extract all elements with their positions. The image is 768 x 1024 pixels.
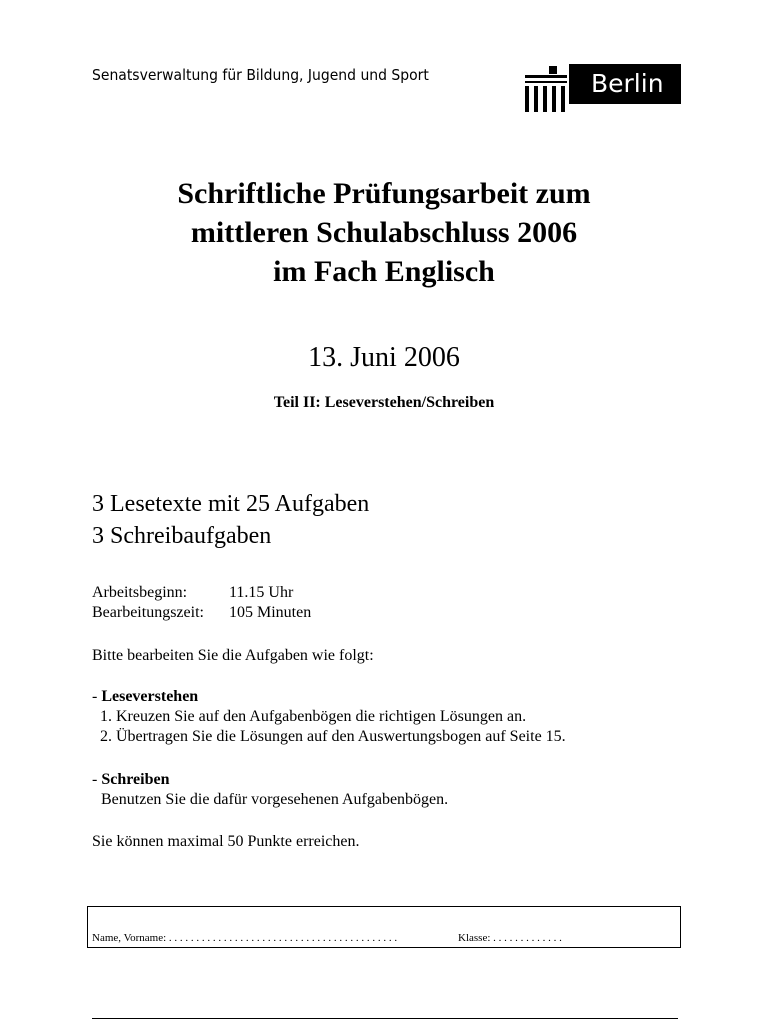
student-info-box	[87, 906, 681, 948]
reading-step: 1. Kreuzen Sie auf den Aufgabenbögen die richtigen Lösungen an.	[100, 708, 527, 725]
title-line: im Fach Englisch	[273, 255, 495, 288]
writing-text: Benutzen Sie die dafür vorgesehenen Aufgabenbögen.	[101, 791, 449, 808]
name-field[interactable]: Name, Vorname: . . . . . . . . . . . . . . . . . . . . . . . . . . . . . . . . . . . . . . . . . .	[92, 932, 398, 944]
berlin-logo	[523, 62, 683, 114]
writing-heading-line	[92, 770, 448, 790]
duration-value: 105 Minuten	[229, 604, 312, 621]
title-line: mittleren Schulabschluss 2006	[190, 216, 578, 249]
exam-part: Teil II: Leseverstehen/Schreiben	[273, 394, 495, 411]
logo-wordmark: Berlin	[569, 64, 681, 104]
title-line: Schriftliche Prüfungsarbeit zum	[177, 177, 591, 210]
document-title	[0, 174, 768, 291]
exam-date: 13. Juni 2006	[308, 342, 460, 373]
points-note: Sie können maximal 50 Punkte erreichen.	[92, 833, 360, 850]
reading-heading-line	[92, 687, 566, 707]
brandenburg-gate-icon	[523, 62, 567, 114]
writing-prefix: -	[92, 771, 102, 788]
reading-heading: Leseverstehen	[101, 688, 199, 705]
class-field[interactable]: Klasse: . . . . . . . . . . . . .	[458, 932, 562, 944]
reading-step: 2. Übertragen Sie die Lösungen auf den Auswertungsbogen auf Seite 15.	[100, 728, 566, 745]
department-name: Senatsverwaltung für Bildung, Jugend und Sport	[92, 66, 429, 84]
instructions-intro: Bitte bearbeiten Sie die Aufgaben wie folgt:	[92, 647, 374, 664]
task-line: 3 Schreibaufgaben	[92, 523, 272, 549]
task-line: 3 Lesetexte mit 25 Aufgaben	[92, 491, 370, 517]
start-value: 11.15 Uhr	[229, 584, 294, 601]
reading-section	[92, 687, 566, 747]
footer-divider	[92, 1018, 678, 1019]
start-label: Arbeitsbeginn:	[92, 584, 188, 601]
writing-heading: Schreiben	[101, 771, 170, 788]
writing-section	[92, 770, 448, 810]
reading-prefix: -	[92, 688, 102, 705]
duration-label: Bearbeitungszeit:	[92, 604, 204, 621]
task-summary	[92, 488, 369, 552]
